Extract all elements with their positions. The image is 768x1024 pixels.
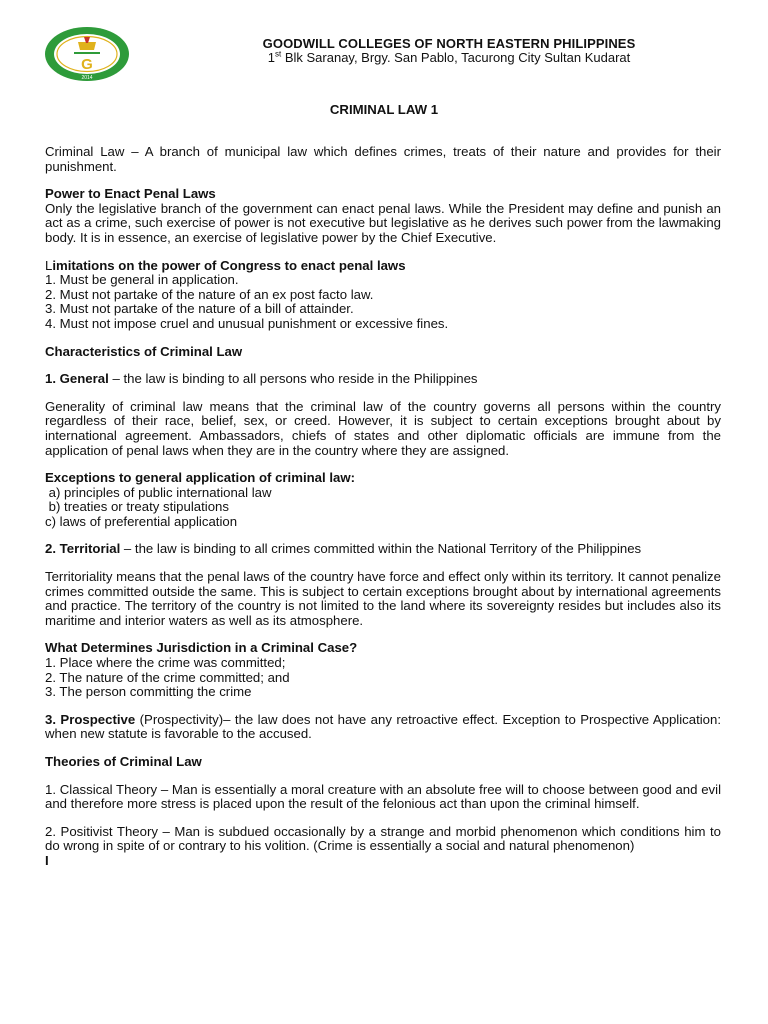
classical-theory-paragraph: 1. Classical Theory – Man is essentially a moral creature with an absolute free will to choose between good and evil and therefore more stress is placed upon the result of the felonious act than upon the criminal himself. bbox=[45, 781, 721, 812]
jurisdiction-list bbox=[45, 656, 721, 700]
college-seal-logo bbox=[44, 26, 130, 82]
power-paragraph: Only the legislative branch of the government can enact penal laws. While the President may define and punish an act as a crime, such exercise of power is not executive but legislative as he derives such power from the lawmaking body. It is in essence, an exercise of legislative power by the Chief Executive. bbox=[45, 200, 721, 245]
trailing-text: I bbox=[45, 852, 49, 868]
jurisdiction-heading: What Determines Jurisdiction in a Criminal Case? bbox=[45, 640, 358, 656]
limitations-heading: Limitations on the power of Congress to enact penal laws bbox=[45, 257, 406, 273]
list-item: 3. The person committing the crime bbox=[45, 684, 252, 700]
power-heading: Power to Enact Penal Laws bbox=[45, 186, 216, 202]
territorial-paragraph: 2. Territorial – the law is binding to all crimes committed within the National Territory of the Philippines bbox=[45, 541, 642, 557]
institution-address: 1st Blk Saranay, Brgy. San Pablo, Tacurong City Sultan Kudarat bbox=[267, 49, 631, 65]
list-item: 1. Must be general in application. bbox=[45, 272, 239, 288]
document-title: CRIMINAL LAW 1 bbox=[329, 102, 439, 117]
list-item: c) laws of preferential application bbox=[45, 513, 238, 529]
exceptions-heading: Exceptions to general application of criminal law: bbox=[45, 470, 355, 486]
list-item: 2. The nature of the crime committed; and bbox=[45, 669, 290, 685]
list-item: b) treaties or treaty stipulations bbox=[45, 499, 229, 515]
exceptions-list bbox=[45, 486, 721, 530]
limitations-list bbox=[45, 273, 721, 331]
list-item: 2. Must not partake of the nature of an ex post facto law. bbox=[45, 286, 374, 302]
general-paragraph: 1. General – the law is binding to all persons who reside in the Philippines bbox=[45, 371, 478, 387]
prospective-paragraph: 3. Prospective (Prospectivity)– the law does not have any retroactive effect. Exception to Prospective Application: when new statute is favorable to the accused. bbox=[45, 711, 721, 742]
generality-paragraph: Generality of criminal law means that the criminal law of the country governs all persons within the country regardless of their race, belief, sex, or creed. However, it is subject to certain exceptions brought about by international agreement. Ambassadors, chiefs of states and other diplomatic officials are immune from the application of penal laws when they are in the country where they are assigned. bbox=[45, 398, 721, 458]
theories-heading: Theories of Criminal Law bbox=[45, 754, 202, 769]
document-body bbox=[45, 145, 721, 869]
territoriality-paragraph: Territoriality means that the penal laws of the country have force and effect only within its territory. It cannot penalize crimes committed outside the same. This is subject to certain exceptions brought about by international agreements and practice. The territory of the country is not limited to the land where its sovereignty resides but includes also its maritime and interior waters as well as its atmosphere. bbox=[45, 569, 721, 628]
institution-name: GOODWILL COLLEGES OF NORTH EASTERN PHILIPPINES bbox=[262, 36, 636, 51]
characteristics-heading: Characteristics of Criminal Law bbox=[45, 343, 243, 359]
list-item: a) principles of public international law bbox=[45, 484, 272, 500]
logo-year: 2014 bbox=[81, 75, 93, 81]
positivist-theory-paragraph: 2. Positivist Theory – Man is subdued occasionally by a strange and morbid phenomenon which conditions him to do wrong in spite of or contrary to his volition. (Crime is essentially a social and natural phenomenon) bbox=[45, 823, 721, 854]
intro-paragraph: Criminal Law – A branch of municipal law which defines crimes, treats of their nature and provides for their punishment. bbox=[45, 144, 721, 174]
list-item: 3. Must not partake of the nature of a bill of attainder. bbox=[45, 301, 354, 317]
logo-letter: G bbox=[81, 56, 93, 73]
list-item: 4. Must not impose cruel and unusual punishment or excessive fines. bbox=[45, 315, 449, 331]
list-item: 1. Place where the crime was committed; bbox=[45, 655, 286, 671]
